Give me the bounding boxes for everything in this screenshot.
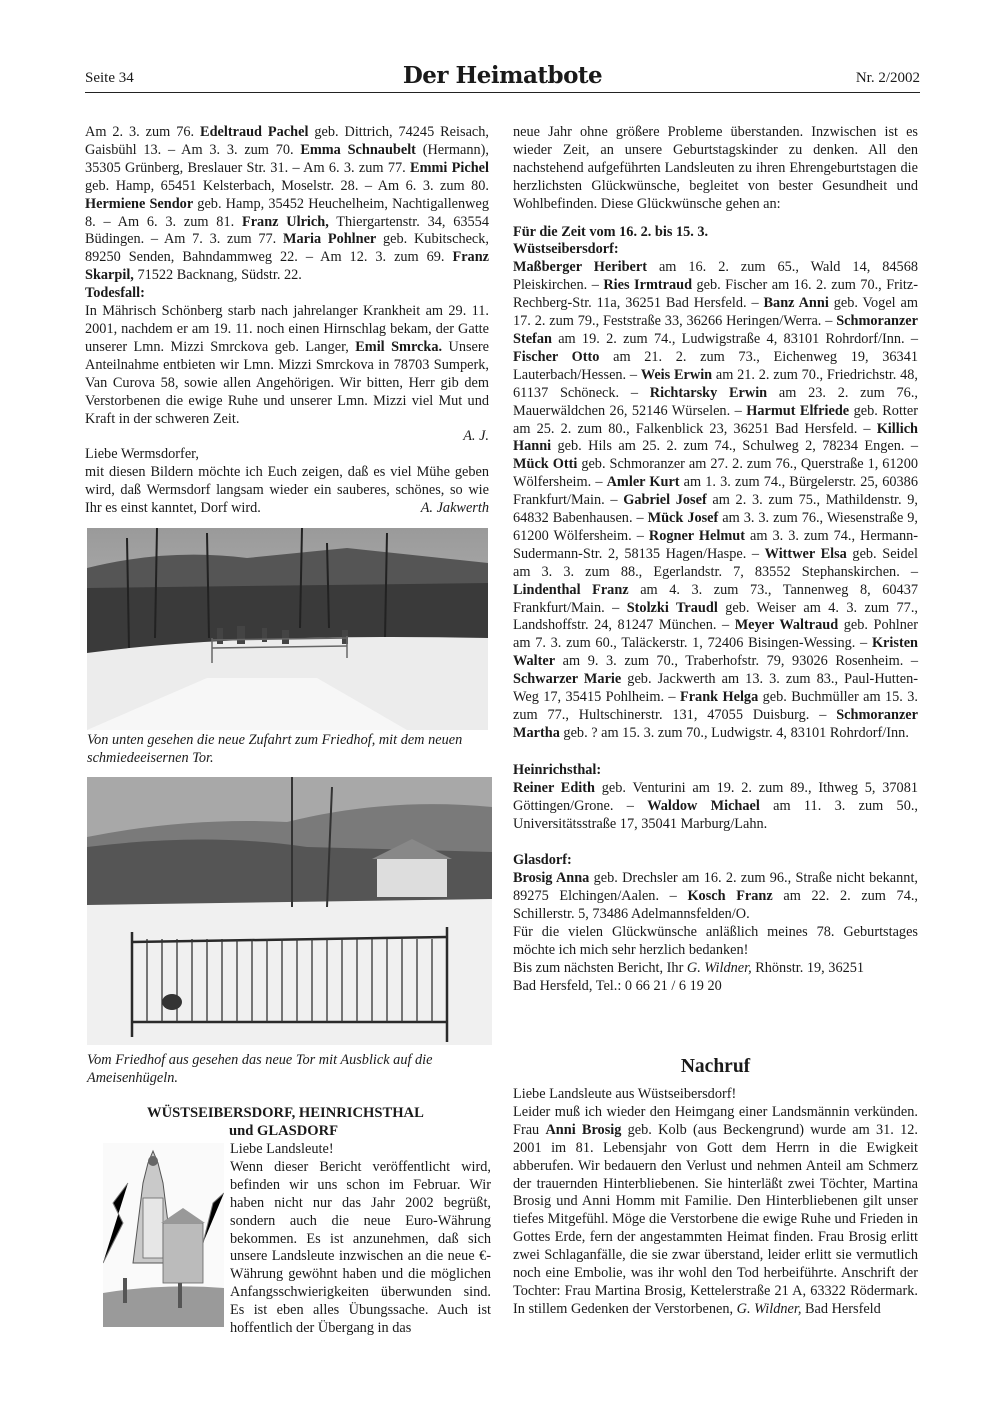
- person-name: Gabriel Josef: [623, 492, 707, 509]
- person-name: Amler Kurt: [606, 474, 680, 491]
- text-segment: am 4. 3. zum 73., Tannenweg 8, 60437 Frankfurt/Main. –: [513, 581, 919, 616]
- person-name: Lindenthal Franz: [513, 581, 629, 598]
- section-title: [147, 1104, 507, 1140]
- text-segment: Unsere Anteilnahme entbieten wir Lmn. Mizzi Smrckova in 78703 Sumperk, Van Curova 58, sowie allen Angehörigen. Wir bitten, Herr gib dem Verstorbenen die ewige Ruhe und unserer Lmn. Mizzi viel Mut und Kraft in der schweren Zeit.: [85, 338, 489, 427]
- text-segment: am 23. 2. zum 76., Mauerwäldchen 26, 52146 Würselen. –: [513, 384, 918, 419]
- person-name: Frank Helga: [679, 689, 759, 706]
- person-name: Rogner Helmut: [648, 527, 745, 544]
- nachruf-text: [513, 1086, 918, 1319]
- person-name: Ries Irmtraud: [603, 277, 693, 294]
- section-body: Wenn dieser Bericht veröffentlicht wird, befinden wir uns schon im Februar. Wir haben nicht nur das Jahr 2002 begrüßt, sondern auch die neue Euro-Währung bekommen. Es ist anzunehmen, daß sich unsere Landsleute inzwischen an die neue €-Währung gewöhnt haben und die möglichen Anfangsschwierigkeiten überwunden sind. Es ist eben alles Übungssache. Auch ist hoffentlich der Übergang in das: [230, 1158, 491, 1337]
- header-rule: [85, 92, 920, 93]
- person-name: Harmut Elfriede: [746, 402, 850, 419]
- text-segment: geb. Rotter am 25. 2. zum 80., Falkenblick 23, 36251 Bad Hersfeld. –: [513, 402, 918, 437]
- person-name: Weis Erwin: [640, 366, 713, 383]
- person-name: Kristen Walter: [513, 635, 918, 670]
- text-segment: Thiergartenstr. 34, 63554 Büdingen. – Am 7. 3. zum 77.: [85, 213, 489, 248]
- person-name: Fischer Otto: [513, 348, 600, 365]
- person-name: Mück Josef: [647, 510, 719, 527]
- person-name: Maria Pohlner: [283, 231, 377, 248]
- church-photo: [103, 1143, 224, 1327]
- text-segment: geb. Dittrich, 74245 Reisach, Gaisbühl 13. – Am 3. 3. zum 70.: [85, 124, 489, 158]
- death-heading: Todesfall:: [85, 285, 145, 302]
- person-name: Maßberger Heribert: [513, 259, 647, 276]
- caption-gate: Vom Friedhof aus gesehen das neue Tor mit Ausblick auf die Ameisenhügeln.: [87, 1052, 433, 1086]
- wermsdorf-signature: A. Jakwerth: [420, 500, 489, 517]
- text-segment: am 3. 3. zum 76., Wiesenstraße 9, 61200 Wölfersheim. –: [513, 510, 918, 544]
- text-segment: geb. Hamp, 35452 Heuchelheim, Nachtigallenweg 8. – Am 6. 3. zum 81.: [85, 195, 489, 230]
- text-segment: am 21. 2. zum 70., Friedrichstr. 48, 61137 Schöneck. –: [513, 366, 919, 401]
- text-segment: Am 2. 3. zum 76.: [85, 124, 201, 140]
- caption-cemetery: Von unten gesehen die neue Zufahrt zum Friedhof, mit dem neuen schmiedeeisernen Tor.: [87, 732, 463, 766]
- text-segment: geb. Hamp, 65451 Kelsterbach, Moselstr. 28. – Am 6. 3. zum 80.: [85, 177, 489, 194]
- issue-number: Nr. 2/2002: [855, 70, 920, 86]
- text-segment: geb. Kolb (aus Beckengrund) wurde am 31. 12. 2001 im 81. Lebensjahr von Gott dem Herrn in die Ewigkeit abberufen. Wir bedauern den Verlust und nehmen Anteil am Schmerz der trauernden Hinterbliebenen. Sie hinterläßt zwei Töchter, Martina Brosig und Anni Homm mit Familie. Den Hinterbliebenen gilt unser tiefes Mitgefühl. Möge die Verstorbene die ewige Ruhe und Frieden in Gottes Erde, fern der angestammten Heimat finden. Frau Brosig erlitt zwei Schlaganfälle, die sie zwar überstand, leider erlitt sie vermutlich noch eine Embolie, was ihr wohl den Tod herbeiführte. Anschrift der Tochter: Frau Martina Brosig, Kettelerstraße 21 A, 63322 Rödermark. In stillem Gedenken der Verstorbenen,: [513, 1121, 918, 1317]
- text-segment: Leider muß ich wieder den Heimgang einer Landsmännin verkünden. Frau: [513, 1103, 918, 1138]
- text-segment: am 1. 3. zum 74., Bürgelerstr. 25, 60386 Frankfurt/Main. –: [513, 474, 918, 509]
- closing-part2: Rhönstr. 19, 36251: [751, 959, 865, 976]
- person-name: Emmi Pichel: [410, 159, 489, 176]
- person-name: Killich Hanni: [513, 420, 918, 455]
- person-name: Meyer Waltraud: [734, 617, 839, 634]
- text-segment: am 16. 2. zum 65., Wald 14, 84568 Pleiskirchen. –: [513, 259, 918, 294]
- closing-name: G. Wildner,: [686, 959, 752, 976]
- text-segment: geb. Buchmüller am 15. 3. zum 77., Hultschinerstr. 131, 47055 Duisburg. –: [513, 689, 918, 723]
- person-name: Wittwer Elsa: [764, 545, 847, 562]
- wermsdorf-greeting: Liebe Wermsdorfer,: [85, 446, 199, 463]
- text-segment: am 22. 2. zum 74., Schillerstr. 5, 73486 Adelmannsfelden/O.: [513, 888, 919, 923]
- masthead-logo: Der Heimatbote: [402, 62, 603, 89]
- nachruf-body: [513, 1104, 918, 1319]
- text-segment: am 9. 3. zum 70., Traberhofstr. 79, 93026 Rosenheim. –: [555, 653, 918, 670]
- text-segment: 71522 Backnang, Südstr. 22.: [133, 267, 302, 284]
- nachruf-title: Nachruf: [680, 1056, 751, 1077]
- person-name: Brosig Anna: [513, 870, 590, 887]
- text-segment: G. Wildner,: [736, 1300, 802, 1317]
- person-name: Schmoranzer Martha: [513, 707, 918, 741]
- left-column-text: [85, 124, 489, 518]
- period-heading: Für die Zeit vom 16. 2. bis 15. 3.: [513, 223, 709, 240]
- text-segment: geb. Schmoranzer am 27. 2. zum 76., Querstraße 1, 61200 Wölfersheim. –: [513, 456, 919, 491]
- intro-paragraph: neue Jahr ohne größere Probleme überstanden. Inzwischen ist es wieder Zeit, an unsere Geburtstagskinder zu denken. All den nachstehend aufgeführten Landsleuten zu ihren Ehrengeburtstagen die herzlichsten Glückwünsche, begleitet von bester Gesundheit und Wohlbefinden. Diese Glückwünsche gehen an:: [513, 124, 918, 212]
- person-name: Kosch Franz: [687, 888, 773, 905]
- page-header: [85, 62, 920, 92]
- text-segment: geb. Fischer am 16. 2. zum 70., Fritz-Rechberg-Str. 11a, 36251 Bad Hersfeld. –: [513, 277, 918, 312]
- glasdorf-list: [513, 870, 918, 924]
- person-name: Franz Skarpil,: [85, 249, 489, 284]
- text-segment: geb. Vogel am 17. 2. zum 79., Feststraße 33, 36266 Heringen/Werra. –: [513, 295, 919, 330]
- closing-line: [513, 960, 918, 978]
- text-segment: geb. ? am 15. 3. zum 70., Ludwigstr. 4, 83101 Rohrdorf/Inn.: [559, 724, 909, 741]
- right-column-text: [513, 124, 918, 996]
- person-name: Hermiene Sendor: [85, 195, 194, 212]
- thanks-text: Für die vielen Glückwünsche anläßlich meines 78. Geburtstages möchte ich mich sehr herzlich bedanken!: [513, 924, 918, 958]
- text-segment: geb. Seidel am 3. 3. zum 88., Egerlandstr. 7, 83552 Stephanskirchen. –: [513, 545, 918, 580]
- person-name: Schwarzer Marie: [513, 671, 622, 688]
- person-name: Schmoranzer Stefan: [513, 313, 918, 347]
- text-segment: geb. Kubitscheck, 89250 Senden, Bahndammweg 22. – Am 12. 3. zum 69.: [85, 231, 490, 266]
- text-segment: am 19. 2. zum 74., Ludwigstraße 4, 83101 Rohrdorf/Inn. –: [551, 330, 918, 347]
- text-segment: am 3. 3. zum 74., Hermann-Sudermann-Str. 2, 58135 Hagen/Haspe. –: [513, 527, 919, 562]
- wuestseibersdorf-list: [513, 259, 918, 742]
- person-name: Emma Schnaubelt: [300, 141, 416, 158]
- text-segment: geb. Pohlner am 7. 3. zum 60., Taläckerstr. 1, 72406 Bisingen-Wessing. –: [513, 617, 919, 652]
- wuestseibersdorf-heading: Wüstseibersdorf:: [513, 241, 619, 258]
- page-number: Seite 34: [85, 70, 134, 86]
- closing-part1: Bis zum nächsten Bericht, Ihr: [513, 959, 687, 976]
- person-name: Stolzki Traudl: [626, 599, 718, 616]
- text-segment: am 21. 2. zum 73., Eichenweg 19, 36341 Lauterbach/Hessen. –: [513, 348, 918, 383]
- death-paragraph: [85, 303, 489, 428]
- text-segment: Bad Hersfeld: [801, 1300, 881, 1317]
- gate-photo: [87, 777, 492, 1045]
- person-name: Franz Ulrich,: [241, 213, 329, 230]
- nachruf-greeting: Liebe Landsleute aus Wüstseibersdorf!: [513, 1086, 737, 1102]
- death-signature: A. J.: [463, 428, 489, 445]
- text-segment: (Hermann), 35305 Grünberg, Breslauer Str. 31. – Am 6. 3. zum 77.: [85, 141, 489, 176]
- section-text: [230, 1141, 491, 1338]
- person-name: Waldow Michael: [647, 797, 760, 814]
- person-name: Emil Smrcka.: [355, 338, 443, 355]
- section-greeting: Liebe Landsleute!: [230, 1141, 334, 1157]
- text-segment: geb. Jackwerth am 13. 3. zum 83., Paul-Hutten-Weg 17, 35415 Pohlheim. –: [513, 671, 918, 706]
- text-segment: am 11. 3. zum 50., Universitätsstraße 17, 35041 Marburg/Lahn.: [513, 797, 918, 832]
- cemetery-photo: [87, 528, 488, 730]
- text-segment: geb. Venturini am 19. 2. zum 89., Ithweg 5, 37081 Göttingen/Grone. –: [513, 779, 918, 814]
- text-segment: geb. Hils am 25. 2. zum 74., Schulweg 2, 78234 Engen. –: [551, 438, 918, 455]
- heinrichsthal-list: [513, 780, 918, 834]
- person-name: Edeltraud Pachel: [200, 124, 309, 140]
- person-name: Reiner Edith: [513, 779, 595, 796]
- text-segment: geb. Weiser am 4. 3. zum 77., Landshoffstr. 24, 81247 München. –: [513, 599, 918, 634]
- text-segment: geb. Drechsler am 16. 2. zum 96., Straße nicht bekannt, 89275 Elchingen/Aalen. –: [513, 870, 918, 905]
- person-name: Richtarsky Erwin: [649, 384, 768, 401]
- heinrichsthal-heading: Heinrichsthal:: [513, 761, 602, 778]
- person-name: Banz Anni: [763, 295, 829, 312]
- person-name: Mück Otti: [513, 456, 578, 473]
- person-name: Anni Brosig: [545, 1121, 622, 1138]
- birthdays-paragraph: [85, 124, 489, 285]
- glasdorf-heading: Glasdorf:: [513, 852, 572, 869]
- text-segment: In Mährisch Schönberg starb nach jahrelanger Krankheit am 29. 11. 2001, nachdem er am 19. 11. noch einen Hirnschlag bekam, der Gatte unserer Lmn. Mizzi Smrckova geb. Langer,: [85, 303, 489, 355]
- wermsdorf-body: mit diesen Bildern möchte ich Euch zeigen, daß es viel Mühe geben wird, daß Wermsdorf langsam wieder ein sauberes, schönes, so wie Ihr es einst kanntet, Dorf wird.: [85, 464, 489, 517]
- closing-phone: Bad Hersfeld, Tel.: 0 66 21 / 6 19 20: [513, 977, 722, 994]
- text-segment: am 2. 3. zum 75., Mathildenstr. 9, 64832 Babenhausen. –: [513, 492, 918, 527]
- section-title-line1: WÜSTSEIBERSDORF, HEINRICHSTHAL: [147, 1105, 424, 1121]
- section-title-line2: und GLASDORF: [229, 1123, 339, 1139]
- wermsdorf-text: [85, 464, 489, 518]
